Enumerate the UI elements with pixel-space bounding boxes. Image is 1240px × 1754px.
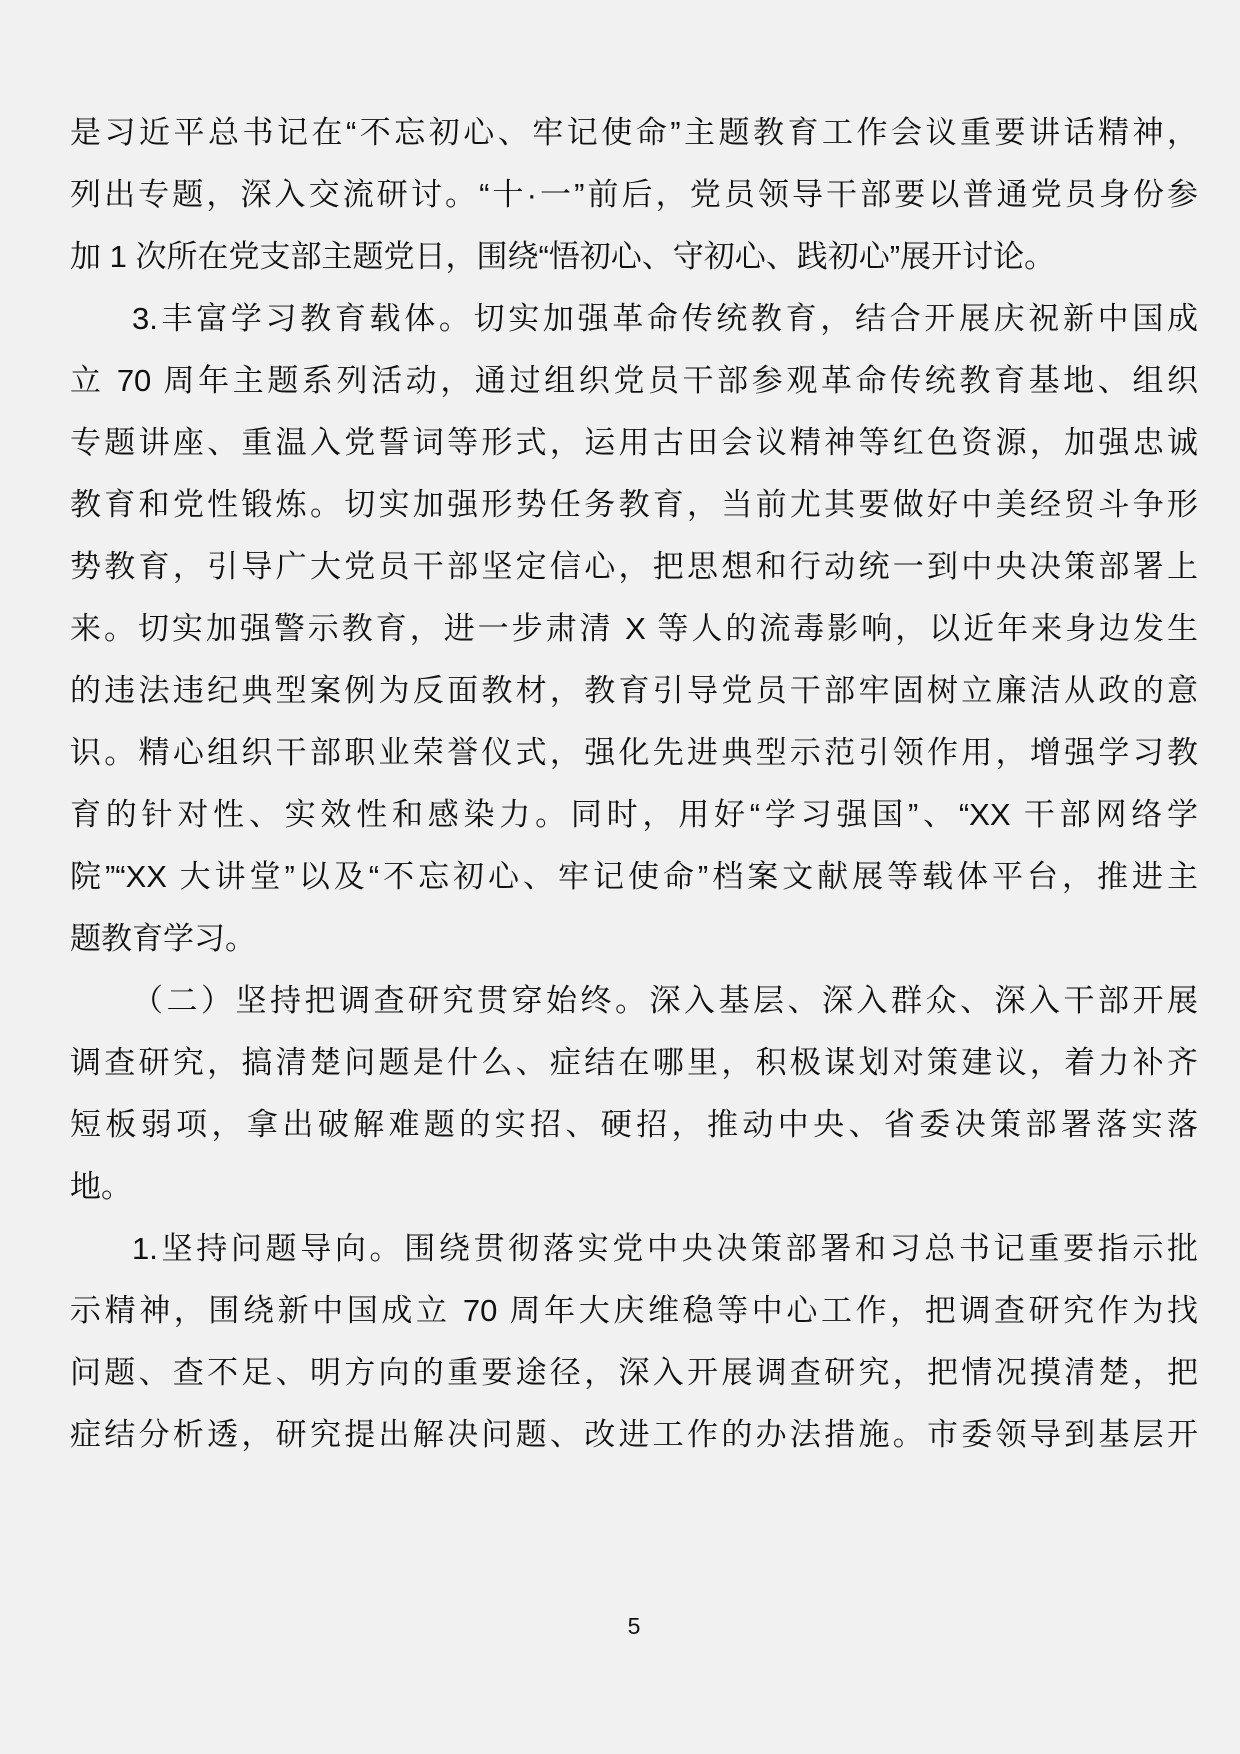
text-line: 问题、查不足、明方向的重要途径，深入开展调查研究，把情况摸清楚，把 (70, 1355, 1198, 1390)
text-line: 识。精心组织干部职业荣誉仪式，强化先进典型示范引领作用，增强学习教 (70, 735, 1198, 770)
text-line: 症结分析透，研究提出解决问题、改进工作的办法措施。市委领导到基层开 (70, 1417, 1198, 1452)
text-line: 立 70 周年主题系列活动，通过组织党员干部参观革命传统教育基地、组织 (70, 363, 1198, 398)
text-line: 示精神，围绕新中国成立 70 周年大庆维稳等中心工作，把调查研究作为找 (70, 1293, 1198, 1328)
text-line: 教育和党性锻炼。切实加强形势任务教育，当前尤其要做好中美经贸斗争形 (70, 487, 1198, 522)
text-line: （二）坚持把调查研究贯穿始终。深入基层、深入群众、深入干部开展 (132, 983, 1198, 1018)
text-line: 3.丰富学习教育载体。切实加强革命传统教育，结合开展庆祝新中国成 (132, 301, 1198, 336)
page-number: 5 (627, 1613, 641, 1639)
document-body (70, 102, 1198, 1466)
text-line: 加 1 次所在党支部主题党日，围绕“悟初心、守初心、践初心”展开讨论。 (70, 239, 1056, 274)
text-line: 调查研究，搞清楚问题是什么、症结在哪里，积极谋划对策建议，着力补齐 (70, 1045, 1198, 1080)
text-line: 势教育，引导广大党员干部坚定信心，把思想和行动统一到中央决策部署上 (70, 549, 1198, 584)
text-line: 育的针对性、实效性和感染力。同时，用好“学习强国”、“XX 干部网络学 (70, 797, 1198, 832)
text-line: 是习近平总书记在“不忘初心、牢记使命”主题教育工作会议重要讲话精神， (70, 115, 1198, 150)
text-line: 1.坚持问题导向。围绕贯彻落实党中央决策部署和习总书记重要指示批 (132, 1231, 1198, 1266)
text-line: 题教育学习。 (70, 921, 256, 956)
text-line: 的违法违纪典型案例为反面教材，教育引导党员干部牢固树立廉洁从政的意 (70, 673, 1198, 708)
text-line: 短板弱项，拿出破解难题的实招、硬招，推动中央、省委决策部署落实落 (70, 1107, 1198, 1142)
text-line: 院”“XX 大讲堂”以及“不忘初心、牢记使命”档案文献展等载体平台，推进主 (70, 859, 1198, 894)
text-line: 来。切实加强警示教育，进一步肃清 X 等人的流毒影响，以近年来身边发生 (70, 611, 1198, 646)
text-line: 列出专题，深入交流研讨。“十·一”前后，党员领导干部要以普通党员身份参 (70, 177, 1198, 212)
text-line: 地。 (70, 1169, 132, 1204)
text-line: 专题讲座、重温入党誓词等形式，运用古田会议精神等红色资源，加强忠诚 (70, 425, 1198, 460)
